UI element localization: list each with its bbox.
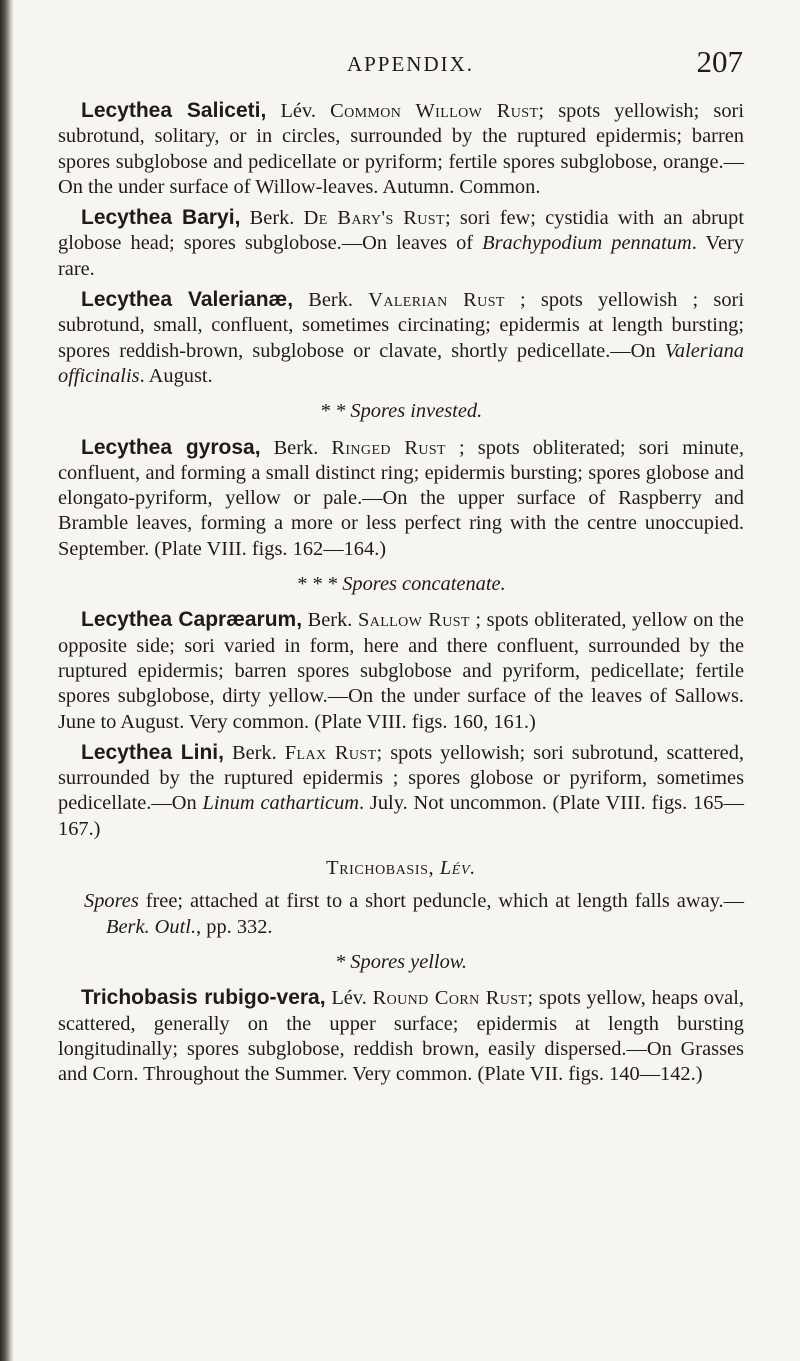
host-plant: Valeriana officinalis bbox=[58, 339, 744, 387]
genus-author: Lév. bbox=[434, 857, 476, 880]
section-heading-spores-yellow: * Spores yellow. bbox=[335, 950, 467, 973]
species-name: Lecythea gyrosa, bbox=[81, 435, 261, 459]
genus-name: Trichobasis, bbox=[326, 857, 435, 880]
entry-trichobasis-rubigo-vera bbox=[58, 985, 744, 1087]
species-description: ; spots obliterated, yellow on the opposite side; sori varied in form, here and there confluent, surrounded by the ruptured epidermis; barren spores subglobose and pyriform, pedicellate; fertile spores subglobose, dirty yellow.—On the under surface of the leaves of Sallows. June to August. Very common. (Plate VIII. figs. 160, 161.) bbox=[58, 609, 744, 733]
species-name: Lecythea Valerianæ, bbox=[81, 288, 294, 312]
common-name: Flax Rust bbox=[284, 741, 377, 764]
book-binding-edge bbox=[0, 0, 14, 1361]
running-head: APPENDIX. bbox=[346, 52, 475, 76]
common-name: Round Corn Rust bbox=[372, 987, 528, 1010]
entry-lecythea-saliceti bbox=[58, 98, 744, 200]
entry-lecythea-valerianae bbox=[58, 287, 744, 389]
species-name: Lecythea Capræarum, bbox=[81, 608, 303, 632]
section-heading-spores-concatenate: * * * Spores concatenate. bbox=[296, 573, 506, 596]
species-author: Berk. bbox=[260, 436, 332, 459]
section-heading-spores-invested: * * Spores invested. bbox=[319, 400, 483, 423]
note-citation: Berk. Outl. bbox=[106, 915, 197, 938]
note-pages: , pp. 332. bbox=[196, 915, 273, 938]
note-lead: Spores bbox=[84, 890, 139, 913]
common-name: Ringed Rust bbox=[331, 436, 446, 459]
host-plant: Brachypodium pennatum bbox=[482, 232, 692, 255]
common-name: De Bary's Rust bbox=[303, 207, 445, 230]
species-name: Lecythea Baryi, bbox=[81, 206, 241, 230]
entry-lecythea-baryi bbox=[58, 205, 744, 282]
species-author: Berk. bbox=[302, 609, 358, 632]
entry-lecythea-lini bbox=[58, 740, 744, 842]
species-author: Lév. bbox=[325, 987, 373, 1010]
entry-lecythea-gyrosa bbox=[58, 435, 744, 562]
species-description: ; spots yellow, heaps oval, scattered, generally on the upper surface; epidermis at length bursting longitudinally; spores subglobose, reddish brown, easily dispersed.—On Grasses and Corn. Throughout the Summer. Very common. (Plate VII. figs. 140—142.) bbox=[58, 987, 744, 1086]
genus-heading-trichobasis bbox=[58, 856, 744, 881]
common-name: Sallow Rust bbox=[357, 609, 470, 632]
entry-lecythea-capraearum bbox=[58, 607, 744, 734]
species-author: Berk. bbox=[240, 207, 304, 230]
common-name: Common Willow Rust bbox=[330, 100, 539, 122]
species-description-end: . August. bbox=[139, 364, 213, 387]
species-description: ; spots yellowish ; sori subrotund, small, confluent, sometimes circinating; epidermis at length bursting; spores reddish-brown, subglobose or clavate, shortly pedicellate.—On bbox=[58, 289, 745, 362]
genus-characters-note bbox=[58, 889, 744, 940]
species-description-end: . Very rare. bbox=[58, 232, 744, 280]
page-body bbox=[58, 98, 744, 1092]
common-name: Valerian Rust bbox=[368, 289, 505, 312]
species-name: Lecythea Lini, bbox=[81, 740, 224, 764]
species-description: ; spots yellowish; sori subrotund, scattered, surrounded by the ruptured epidermis ; spores globose or pyriform, sometimes pedicellate.—On bbox=[58, 741, 744, 815]
species-description: ; sori few; cystidia with an abrupt globose head; spores subglobose.—On leaves of bbox=[58, 207, 744, 255]
species-author: Berk. bbox=[223, 741, 285, 764]
species-description: ; spots yellowish; sori subrotund, solitary, or in circles, surrounded by the ruptured epidermis; barren spores subglobose and pedicellate or pyriform; fertile spores subglobose, orange.—On the under surface of Willow-leaves. Autumn. Common. bbox=[58, 100, 744, 198]
species-author: Lév. bbox=[266, 100, 331, 122]
species-description: ; spots obliterated; sori minute, confluent, and forming a small distinct ring; epidermis bursting; spores globose and elongato-pyriform, yellow or pale.—On the upper surface of Raspberry and Bramble leaves, forming a more or less perfect ring with the centre unoccupied. September. (Plate VIII. figs. 162—164.) bbox=[58, 436, 744, 560]
page-header bbox=[78, 44, 743, 84]
host-plant: Linum catharticum bbox=[202, 792, 359, 815]
species-name: Lecythea Saliceti, bbox=[81, 99, 267, 122]
species-description-end: . July. Not uncommon. (Plate VIII. figs. 165—167.) bbox=[58, 792, 744, 840]
species-name: Trichobasis rubigo-vera, bbox=[81, 986, 326, 1010]
species-author: Berk. bbox=[293, 289, 369, 312]
note-text: free; attached at first to a short peduncle, which at length falls away.— bbox=[138, 890, 744, 913]
page-number: 207 bbox=[696, 44, 743, 79]
